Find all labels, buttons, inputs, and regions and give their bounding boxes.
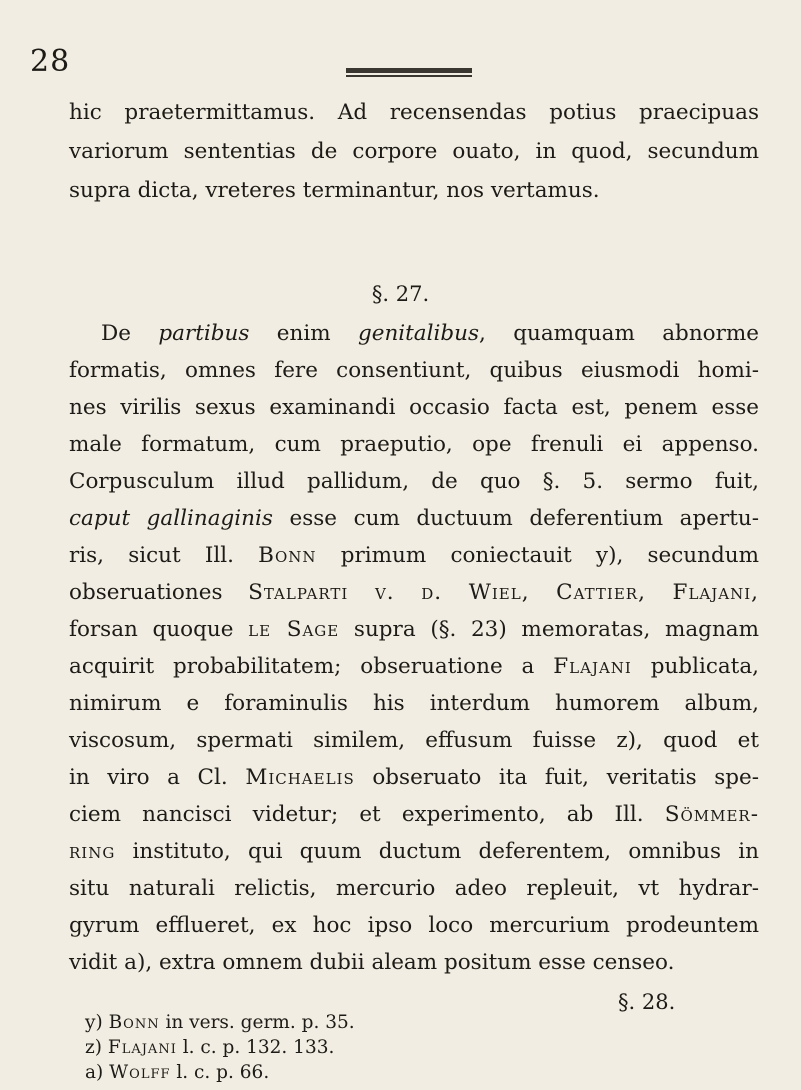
footnote-text: l. c. p. 66. <box>170 1062 270 1083</box>
author-name: ring <box>69 839 116 864</box>
text-run: instituto, qui quum ductum deferentem, omnibus in <box>115 839 759 864</box>
paragraph-line-16: situ naturali relictis, mercurio adeo repleuit, vt hydrar- <box>69 876 759 901</box>
text-run: in viro a Cl. <box>69 765 246 790</box>
author-names: Stalparti v. d. Wiel, Cattier, Flajani, <box>248 580 759 605</box>
footnote-text: in vers. germ. p. 35. <box>159 1012 355 1033</box>
author-name: Flajani <box>107 1037 177 1058</box>
footnote-mark: y) <box>85 1012 103 1033</box>
paragraph-line-11: nimirum e foraminulis his interdum humorem album, <box>69 691 759 716</box>
paragraph-line-12: viscosum, spermati similem, effusum fuisse z), quod et <box>69 728 759 753</box>
author-name: Sömmer- <box>664 802 759 827</box>
text-run: enim <box>249 321 358 346</box>
paragraph-line-15 <box>69 841 759 863</box>
text-run: primum coniectauit y), secundum <box>316 543 759 568</box>
intro-line-3: supra dicta, vreteres terminantur, nos vertamus. <box>69 178 600 203</box>
text-run: acquirit probabilitatem; obseruatione a <box>69 654 554 679</box>
text-run: obseruato ita fuit, veritatis spe- <box>354 765 759 790</box>
section-heading: §. 27. <box>371 282 430 306</box>
footnote-text: l. c. p. 132. 133. <box>176 1037 335 1058</box>
text-run: supra (§. 23) memoratas, magnam <box>339 617 759 642</box>
text-run: publicata, <box>631 654 759 679</box>
paragraph-line-9 <box>69 619 759 641</box>
paragraph-line-5: Corpusculum illud pallidum, de quo §. 5. sermo fuit, <box>69 469 759 494</box>
author-name: Bonn <box>258 543 317 568</box>
italic-term: genitalibus <box>357 321 480 346</box>
text-run: De <box>101 321 159 346</box>
italic-term: caput gallinaginis <box>69 506 273 531</box>
page-number: 28 <box>30 44 71 79</box>
text-run: ris, sicut Ill. <box>69 543 259 568</box>
text-run: forsan quoque <box>69 617 249 642</box>
paragraph-line-13 <box>69 767 759 789</box>
footnote-mark: z) <box>85 1037 102 1058</box>
paragraph-line-18: vidit a), extra omnem dubii aleam positum esse censeo. <box>69 950 675 975</box>
paragraph-line-1 <box>101 323 759 345</box>
paragraph-line-17: gyrum efflueret, ex hoc ipso loco mercurium prodeuntem <box>69 913 759 938</box>
author-name: Bonn <box>108 1012 160 1033</box>
header-rule <box>346 68 472 73</box>
paragraph-line-6 <box>69 508 759 530</box>
text-run: esse cum ductuum deferentium apertu- <box>272 506 760 531</box>
paragraph-line-8 <box>69 582 759 604</box>
footnote <box>85 1037 334 1058</box>
text-run: ciem nancisci videtur; et experimento, ab Ill. <box>69 802 665 827</box>
text-run: obseruationes <box>69 580 249 605</box>
paragraph-line-10 <box>69 656 759 678</box>
paragraph-line-3: nes virilis sexus examinandi occasio facta est, penem esse <box>69 395 759 420</box>
paragraph-line-7 <box>69 545 759 567</box>
intro-line-1: hic praetermittamus. Ad recensendas potius praecipuas <box>69 100 759 125</box>
paragraph-line-14 <box>69 804 759 826</box>
footnote <box>85 1012 355 1033</box>
footnote <box>85 1062 269 1083</box>
author-name: Michaelis <box>245 765 355 790</box>
paragraph-line-4: male formatum, cum praeputio, ope frenuli ei appenso. <box>69 432 759 457</box>
paragraph-line-2: formatis, omnes fere consentiunt, quibus eiusmodi homi- <box>69 358 759 383</box>
footnote-mark: a) <box>85 1062 110 1083</box>
author-name: Wolff <box>109 1062 171 1083</box>
text-run: , quamquam abnorme <box>479 321 759 346</box>
author-name: Flajani <box>553 654 632 679</box>
author-name: le Sage <box>248 617 340 642</box>
italic-term: partibus <box>158 321 250 346</box>
section-heading-next: §. 28. <box>618 990 676 1014</box>
intro-line-2: variorum sententias de corpore ouato, in quod, secundum <box>69 139 759 164</box>
